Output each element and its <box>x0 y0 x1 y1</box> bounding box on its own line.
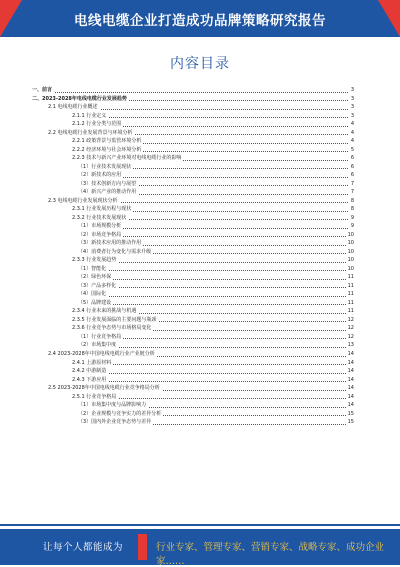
toc-entry[interactable] <box>32 120 354 129</box>
toc-entry[interactable] <box>32 359 354 368</box>
toc-entry[interactable] <box>32 137 354 146</box>
toc-entry-label: 2.3.2 行业技术发展现状 <box>72 214 127 221</box>
toc-leader-dots <box>72 364 348 365</box>
footer-slogan-left: 让每个人都能成为 <box>43 542 124 553</box>
toc-entry-label: 2.1 电线电缆行业概述 <box>48 104 98 111</box>
toc-entry[interactable] <box>32 341 354 350</box>
toc-entry-page: 14 <box>347 359 354 366</box>
toc-leader-dots <box>78 296 348 297</box>
toc-entry-page: 6 <box>350 155 354 162</box>
toc-entry-label: 2.5 2023-2028年中国电线电缆行业竞争格局分析 <box>48 385 160 392</box>
toc-entry-page: 11 <box>347 299 354 306</box>
toc-entry[interactable] <box>32 129 354 138</box>
footer-red-bar <box>138 534 147 560</box>
toc-entry-page: 15 <box>347 419 354 426</box>
toc-entry-label: （3）技术创新方向与展望 <box>78 180 137 187</box>
toc-entry[interactable] <box>32 410 354 419</box>
toc-entry-page: 11 <box>347 308 354 315</box>
toc-leader-dots <box>32 92 348 93</box>
toc-entry-page: 4 <box>350 138 354 145</box>
toc-entry-label: （1）行业技术发展现状 <box>78 163 132 170</box>
toc-entry[interactable] <box>32 248 354 257</box>
toc-entry-label: （2）市场集中度 <box>78 342 117 349</box>
toc-entry[interactable] <box>32 265 354 274</box>
toc-entry-page: 11 <box>347 274 354 281</box>
toc-heading: 内容目录 <box>170 56 230 72</box>
toc-entry[interactable] <box>32 393 354 402</box>
toc-entry-label: 2.4.1 上游原材料 <box>72 359 112 366</box>
toc-entry[interactable] <box>32 239 354 248</box>
toc-entry[interactable] <box>32 214 354 223</box>
toc-entry-label: 2.3.1 行业发展历程与现状 <box>72 206 132 213</box>
toc-entry-page: 6 <box>350 163 354 170</box>
toc-entry-page: 11 <box>347 282 354 289</box>
toc-entry-label: （3）国内外企业竞争态势与差异 <box>78 419 152 426</box>
toc-entry[interactable] <box>32 333 354 342</box>
toc-entry-page: 9 <box>350 214 354 221</box>
toc-entry[interactable] <box>32 222 354 231</box>
report-title: 电线电缆企业打造成功品牌策略研究报告 <box>74 13 326 29</box>
toc-entry[interactable] <box>32 299 354 308</box>
toc-entry[interactable] <box>32 205 354 214</box>
toc-entry-label: 2.2.3 技术与新兴产业环境对电线电缆行业的影响 <box>72 155 182 162</box>
toc-entry-page: 15 <box>347 410 354 417</box>
toc-entry-page: 10 <box>347 240 354 247</box>
toc-entry[interactable] <box>32 384 354 393</box>
toc-leader-dots <box>78 270 348 271</box>
footer-banner <box>0 529 400 565</box>
toc-entry-label: （4）国际化 <box>78 291 107 298</box>
toc-entry-label: （1）市场集中度与品牌影响力 <box>78 402 147 409</box>
toc-entry-label: 2.2.1 政策背景与监管环境分析 <box>72 138 142 145</box>
toc-entry-label: （4）消费者行为变化与需求升级 <box>78 248 152 255</box>
footer-divider <box>0 524 400 526</box>
toc-entry[interactable] <box>32 418 354 427</box>
toc-entry-label: 2.2.2 经济环境与社会环境分析 <box>72 146 142 153</box>
toc-entry-page: 4 <box>350 129 354 136</box>
toc-entry-page: 14 <box>347 402 354 409</box>
toc-entry[interactable] <box>32 112 354 121</box>
toc-entry-page: 14 <box>347 376 354 383</box>
toc-entry[interactable] <box>32 231 354 240</box>
toc-entry-label: 2.3 电线电缆行业发展现状分析 <box>48 197 118 204</box>
toc-leader-dots <box>72 381 348 382</box>
toc-entry-label: 2.1.1 行业定义 <box>72 112 107 119</box>
toc-entry-page: 3 <box>350 112 354 119</box>
toc-entry[interactable] <box>32 154 354 163</box>
toc-entry-label: （3）产品多样化 <box>78 282 117 289</box>
toc-entry-page: 10 <box>347 265 354 272</box>
toc-entry-page: 14 <box>347 350 354 357</box>
toc-entry[interactable] <box>32 307 354 316</box>
toc-entry-label: （5）品牌建设 <box>78 299 112 306</box>
toc-entry-label: 2.3.5 行业发展面临的主要问题与瓶颈 <box>72 316 157 323</box>
toc-entry-page: 13 <box>347 342 354 349</box>
toc-entry-label: 2.2 电线电缆行业发展背景与环境分析 <box>48 129 133 136</box>
toc-leader-dots <box>78 304 348 305</box>
toc-entry-page: 14 <box>347 385 354 392</box>
toc-entry[interactable] <box>32 180 354 189</box>
toc-entry[interactable] <box>32 163 354 172</box>
toc-entry-label: （2）市场竞争格局 <box>78 231 122 238</box>
toc-leader-dots <box>78 279 348 280</box>
toc-entry[interactable] <box>32 197 354 206</box>
toc-entry-page: 4 <box>350 121 354 128</box>
toc-entry[interactable] <box>32 273 354 282</box>
toc-entry-label: 2.4.2 中游制造 <box>72 368 107 375</box>
toc-leader-dots <box>72 117 348 118</box>
toc-entry[interactable] <box>32 95 354 104</box>
toc-entry[interactable] <box>32 376 354 385</box>
toc-entry-label: （4）新兴产业的推动作用 <box>78 189 137 196</box>
toc-entry-label: （1）行业竞争格局 <box>78 333 122 340</box>
toc-entry-page: 14 <box>347 393 354 400</box>
toc-entry-label: （3）新技术应用的推动作用 <box>78 240 142 247</box>
toc-entry-page: 9 <box>350 223 354 230</box>
toc-entry-page: 7 <box>350 189 354 196</box>
toc-entry[interactable] <box>32 146 354 155</box>
toc-entry[interactable] <box>32 350 354 359</box>
toc-entry[interactable] <box>32 188 354 197</box>
toc-entry-page: 12 <box>347 325 354 332</box>
toc-entry[interactable] <box>32 171 354 180</box>
toc-leader-dots <box>78 347 348 348</box>
toc-entry-page: 12 <box>347 316 354 323</box>
toc-entry-page: 8 <box>350 206 354 213</box>
toc-entry-page: 3 <box>350 87 354 93</box>
toc-entry-page: 3 <box>350 95 354 102</box>
toc-entry-label: （1）市场规模分析 <box>78 223 122 230</box>
toc-entry[interactable] <box>32 86 354 95</box>
toc-entry-label: 一、前言 <box>32 87 53 93</box>
toc-entry-label: 2.4.3 下游应用 <box>72 376 107 383</box>
toc-entry-page: 8 <box>350 197 354 204</box>
toc-entry-page: 14 <box>347 368 354 375</box>
toc-entry-label: 二、2023-2028年电线电缆行业发展趋势 <box>32 95 127 102</box>
toc-entry[interactable] <box>32 367 354 376</box>
toc-entry-label: （2）新技术的应用 <box>78 172 122 179</box>
toc-entry-page: 5 <box>350 146 354 153</box>
toc-entry-page: 12 <box>347 333 354 340</box>
toc-entry-page: 7 <box>350 180 354 187</box>
toc-entry-label: 2.5.1 行业竞争格局 <box>72 393 117 400</box>
toc-entry-page: 10 <box>347 248 354 255</box>
toc-entry[interactable] <box>32 282 354 291</box>
toc-entry-label: 2.1.2 行业分类与范围 <box>72 121 122 128</box>
toc-leader-dots <box>78 287 348 288</box>
toc-entry[interactable] <box>32 401 354 410</box>
toc-entry[interactable] <box>32 324 354 333</box>
toc-entry-label: 2.3.3 行业发展趋势 <box>72 257 117 264</box>
toc-entry-label: （2）绿色环保 <box>78 274 112 281</box>
toc-entry-label: 2.3.6 行业竞争态势与市场格局变化 <box>72 325 152 332</box>
table-of-contents <box>32 86 354 427</box>
toc-entry[interactable] <box>32 316 354 325</box>
toc-entry[interactable] <box>32 103 354 112</box>
toc-entry-label: （2）企业规模与竞争实力的差异分析 <box>78 410 162 417</box>
toc-entry-label: 2.4 2023-2028年中国电线电缆行业产业链分析 <box>48 350 155 357</box>
toc-entry-page: 3 <box>350 104 354 111</box>
toc-entry-label: （1）智能化 <box>78 265 107 272</box>
toc-entry[interactable] <box>32 290 354 299</box>
toc-leader-dots <box>72 373 348 374</box>
toc-entry-page: 10 <box>347 231 354 238</box>
toc-entry-page: 11 <box>347 291 354 298</box>
toc-entry-label: 2.3.4 行业未来的挑战与机遇 <box>72 308 137 315</box>
toc-entry-page: 10 <box>347 257 354 264</box>
toc-entry[interactable] <box>32 256 354 265</box>
header-banner <box>0 0 400 37</box>
toc-entry-page: 6 <box>350 172 354 179</box>
footer-slogan-right: 行业专家、管理专家、营销专家、战略专家、成功企业家…… <box>156 542 385 567</box>
